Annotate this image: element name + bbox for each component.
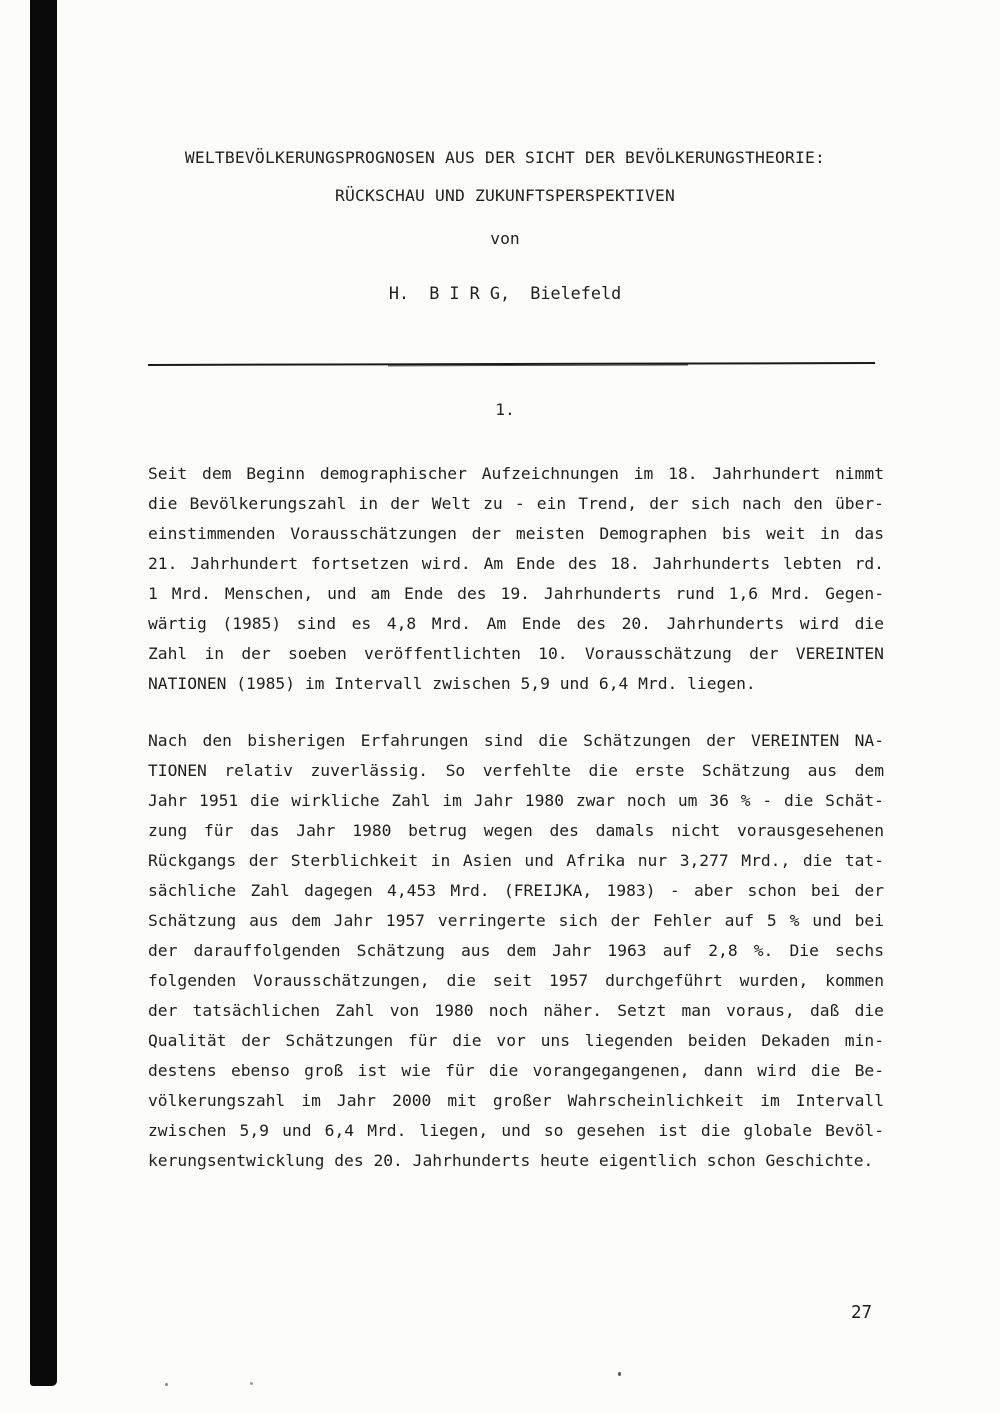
scan-speck — [165, 1383, 168, 1386]
text-line: Zahl in der soeben veröffentlichten 10. Vorausschätzung der VEREINTEN — [148, 644, 884, 663]
byline: von — [490, 229, 520, 248]
text-line: wärtig (1985) sind es 4,8 Mrd. Am Ende des 20. Jahrhunderts wird die — [148, 614, 884, 633]
scan-speck — [250, 1382, 253, 1385]
text-line: 1 Mrd. Menschen, und am Ende des 19. Jahrhunderts rund 1,6 Mrd. Gegen- — [148, 584, 884, 603]
horizontal-rule — [148, 362, 875, 366]
text-line: NATIONEN (1985) im Intervall zwischen 5,9 und 6,4 Mrd. liegen. — [148, 674, 756, 693]
text-line: Jahr 1951 die wirkliche Zahl im Jahr 1980 zwar noch um 36 % - die Schät- — [148, 791, 884, 810]
text-line: sächliche Zahl dagegen 4,453 Mrd. (FREIJKA, 1983) - aber schon bei der — [148, 881, 884, 900]
scan-edge-artifact — [30, 0, 57, 1386]
text-line: Nach den bisherigen Erfahrungen sind die Schätzungen der VEREINTEN NA- — [148, 731, 884, 750]
paragraph-1 — [148, 459, 884, 699]
text-line: TIONEN relativ zuverlässig. So verfehlte die erste Schätzung aus dem — [148, 761, 884, 780]
text-line: völkerungszahl im Jahr 2000 mit großer Wahrscheinlichkeit im Intervall — [148, 1091, 884, 1110]
text-line: Rückgangs der Sterblichkeit in Asien und Afrika nur 3,277 Mrd., die tat- — [148, 851, 884, 870]
text-line: destens ebenso groß ist wie für die vorangegangenen, dann wird die Be- — [148, 1061, 884, 1080]
text-line: Seit dem Beginn demographischer Aufzeichnungen im 18. Jahrhundert nimmt — [148, 464, 884, 483]
text-line: zwischen 5,9 und 6,4 Mrd. liegen, und so gesehen ist die globale Bevöl- — [148, 1121, 884, 1140]
text-line: der tatsächlichen Zahl von 1980 noch näher. Setzt man voraus, daß die — [148, 1001, 884, 1020]
section-number: 1. — [495, 400, 515, 419]
scan-speck — [618, 1372, 621, 1376]
text-line: einstimmenden Vorausschätzungen der meisten Demographen bis weit in das — [148, 524, 884, 543]
text-line: die Bevölkerungszahl in der Welt zu - ein Trend, der sich nach den über- — [148, 494, 884, 513]
text-line: 21. Jahrhundert fortsetzen wird. Am Ende des 18. Jahrhunderts lebten rd. — [148, 554, 884, 573]
paragraph-2 — [148, 726, 884, 1176]
text-line: Schätzung aus dem Jahr 1957 verringerte sich der Fehler auf 5 % und bei — [148, 911, 884, 930]
page-number: 27 — [851, 1303, 873, 1323]
document-title-line1: WELTBEVÖLKERUNGSPROGNOSEN AUS DER SICHT DER BEVÖLKERUNGSTHEORIE: — [184, 148, 826, 167]
text-line: der darauffolgenden Schätzung aus dem Jahr 1963 auf 2,8 %. Die sechs — [148, 941, 884, 960]
document-title-line2: RÜCKSCHAU UND ZUKUNFTSPERSPEKTIVEN — [334, 186, 676, 205]
text-line: folgenden Vorausschätzungen, die seit 1957 durchgeführt wurden, kommen — [148, 971, 884, 990]
text-line: kerungsentwicklung des 20. Jahrhunderts heute eigentlich schon Geschichte. — [148, 1151, 874, 1170]
text-line: Qualität der Schätzungen für die vor uns liegenden beiden Dekaden min- — [148, 1031, 884, 1050]
text-line: zung für das Jahr 1980 betrug wegen des damals nicht vorausgesehenen — [148, 821, 884, 840]
author-line: H. B I R G, Bielefeld — [388, 283, 622, 303]
